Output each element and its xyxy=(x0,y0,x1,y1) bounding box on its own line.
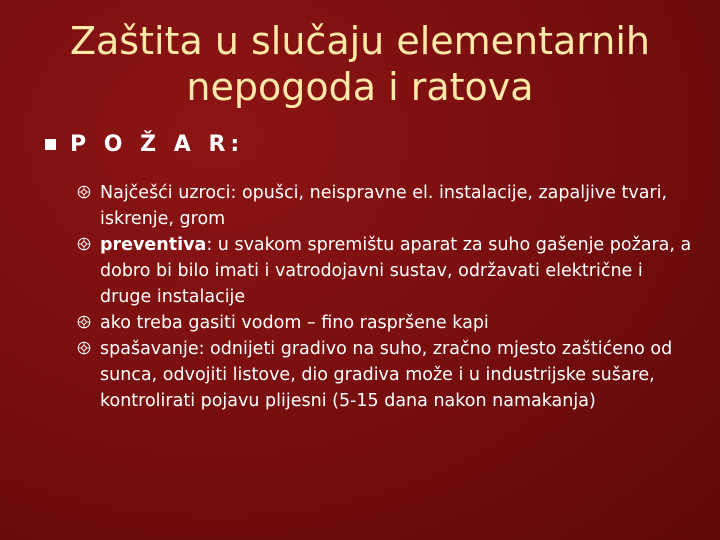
list-item xyxy=(77,180,697,232)
section-heading: P O Ž A R: xyxy=(70,132,245,157)
flower-bullet-icon xyxy=(77,315,91,329)
bullet-bold-term: preventiva xyxy=(100,235,207,255)
list-item xyxy=(77,336,697,414)
bullet-text: spašavanje: odnijeti gradivo na suho, zračno mjesto zaštićeno od sunca, odvojiti listove, dio gradiva može i u industrijske sušare, kontrolirati pojavu plijesni (5-15 dana nakon namakanja) xyxy=(100,339,673,411)
slide-title xyxy=(20,18,700,110)
flower-bullet-icon xyxy=(77,237,91,251)
flower-bullet-icon xyxy=(77,185,91,199)
bullet-text: : u svakom spremištu aparat za suho gašenje požara, a dobro bi bilo imati i vatrodojavni sustav, održavati električne i druge instalacije xyxy=(100,235,692,307)
bullet-text: ako treba gasiti vodom – fino raspršene kapi xyxy=(100,313,489,333)
main-bullet xyxy=(45,132,244,157)
list-item xyxy=(77,232,697,310)
list-item xyxy=(77,310,697,336)
slide-title-line-1: Zaštita u slučaju elementarnih xyxy=(69,19,650,63)
slide-title-line-2: nepogoda i ratova xyxy=(186,65,534,109)
square-bullet-icon xyxy=(45,139,56,150)
bullet-text: Najčešći uzroci: opušci, neispravne el. instalacije, zapaljive tvari, iskrenje, grom xyxy=(100,183,668,229)
sub-bullet-list xyxy=(77,180,697,414)
flower-bullet-icon xyxy=(77,341,91,355)
